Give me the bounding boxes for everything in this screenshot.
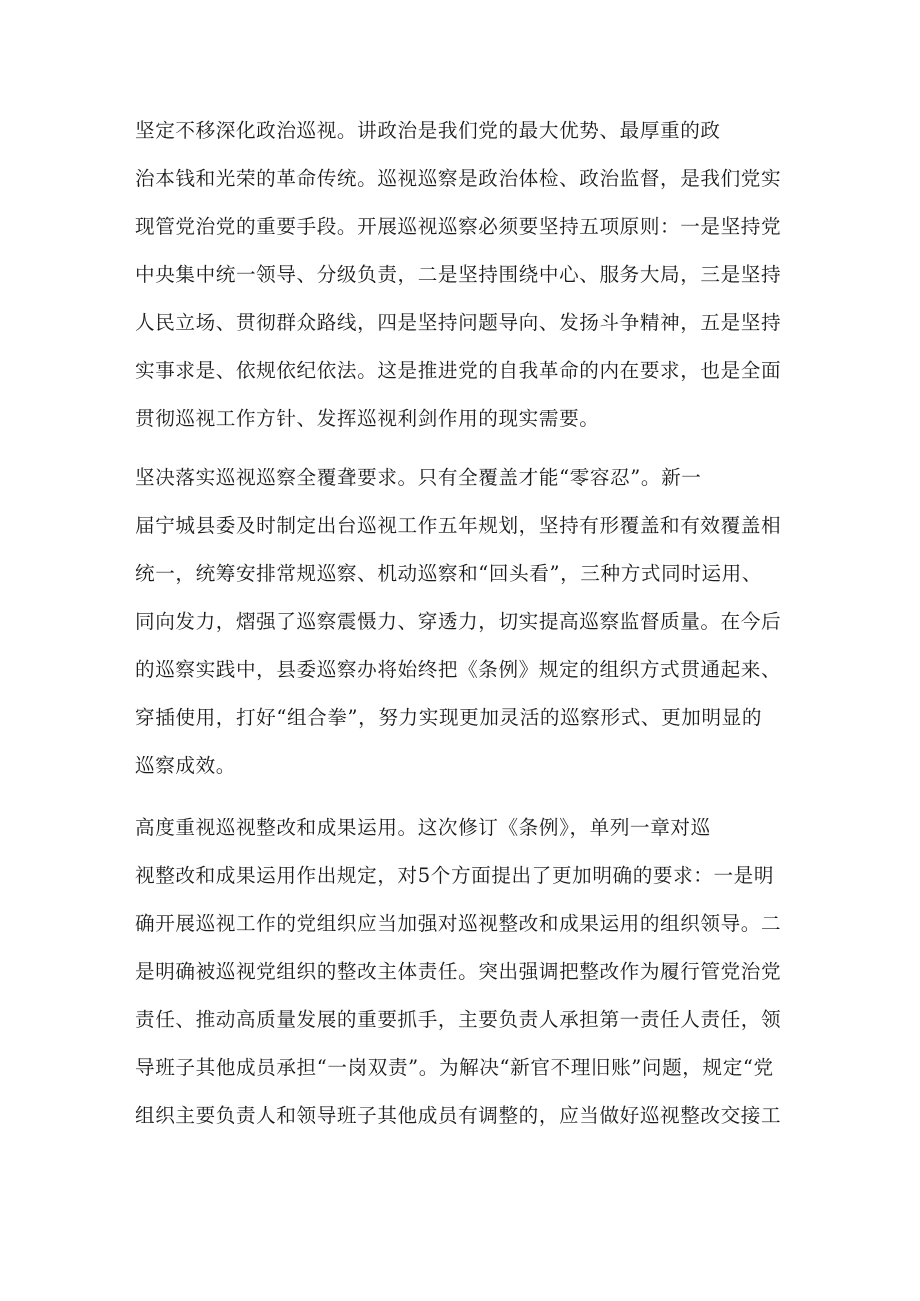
paragraph-line: 届宁城县委及时制定出台巡视工作五年规划，坚持有形覆盖和有效覆盖相 [135, 514, 782, 537]
paragraph-line: 高度重视巡视整改和成果运用。这次修订《条例》，单列一章对巡 [135, 816, 711, 839]
paragraph-line: 中央集中统一领导、分级负责，二是坚持围绕中心、服务大局，三是坚持 [135, 263, 782, 286]
paragraph-line: 同向发力，熠强了巡察震慑力、穿透力，切实提高巡察监督质量。在今后 [135, 610, 782, 633]
paragraph-line: 现管党治党的重要手段。开展巡视巡察必须要坚持五项原则：一是坚持党 [135, 215, 782, 238]
paragraph-line: 治本钱和光荣的革命传统。巡视巡察是政治体检、政治监督，是我们党实 [135, 167, 782, 190]
paragraph-line: 穿插使用，打好“组合拳”，努力实现更加灵活的巡察形式、更加明显的 [135, 706, 763, 729]
paragraph-line: 实事求是、依规依纪依法。这是推进党的自我革命的内在要求，也是全面 [135, 359, 782, 382]
paragraph-line: 导班子其他成员承担“一岗双责”。为解决“新官不理旧账”问题，规定“党 [135, 1056, 774, 1079]
paragraph-line: 巡察成效。 [135, 754, 236, 777]
paragraph-line: 是明确被巡视党组织的整改主体责任。突出强调把整改作为履行管党治党 [135, 960, 782, 983]
paragraph-line: 的巡察实践中，县委巡察办将始终把《条例》规定的组织方式贯通起来、 [135, 658, 782, 681]
paragraph-line: 坚定不移深化政治巡视。讲政治是我们党的最大优势、最厚重的政 [135, 119, 721, 142]
paragraph-line: 确开展巡视工作的党组织应当加强对巡视整改和成果运用的组织领导。二 [135, 912, 782, 935]
paragraph-line: 统一，统筹安排常规巡察、机动巡察和“回头看”，三种方式同时运用、 [135, 562, 763, 585]
paragraph-line: 贯彻巡视工作方针、发挥巡视利剑作用的现实需要。 [135, 407, 600, 430]
paragraph-line: 组织主要负责人和领导班子其他成员有调整的，应当做好巡视整改交接工 [135, 1104, 782, 1127]
paragraph-line: 视整改和成果运用作出规定，对5个方面提出了更加明确的要求：一是明 [135, 864, 775, 887]
paragraph-line: 人民立场、贯彻群众路线，四是坚持问题导向、发扬斗争精神，五是坚持 [135, 311, 782, 334]
paragraph-line: 坚决落实巡视巡察全覆聋要求。只有全覆盖才能“零容忍”。新一 [135, 466, 702, 489]
paragraph-line: 责任、推动高质量发展的重要抓手，主要负责人承担第一责任人责任，领 [135, 1008, 782, 1031]
